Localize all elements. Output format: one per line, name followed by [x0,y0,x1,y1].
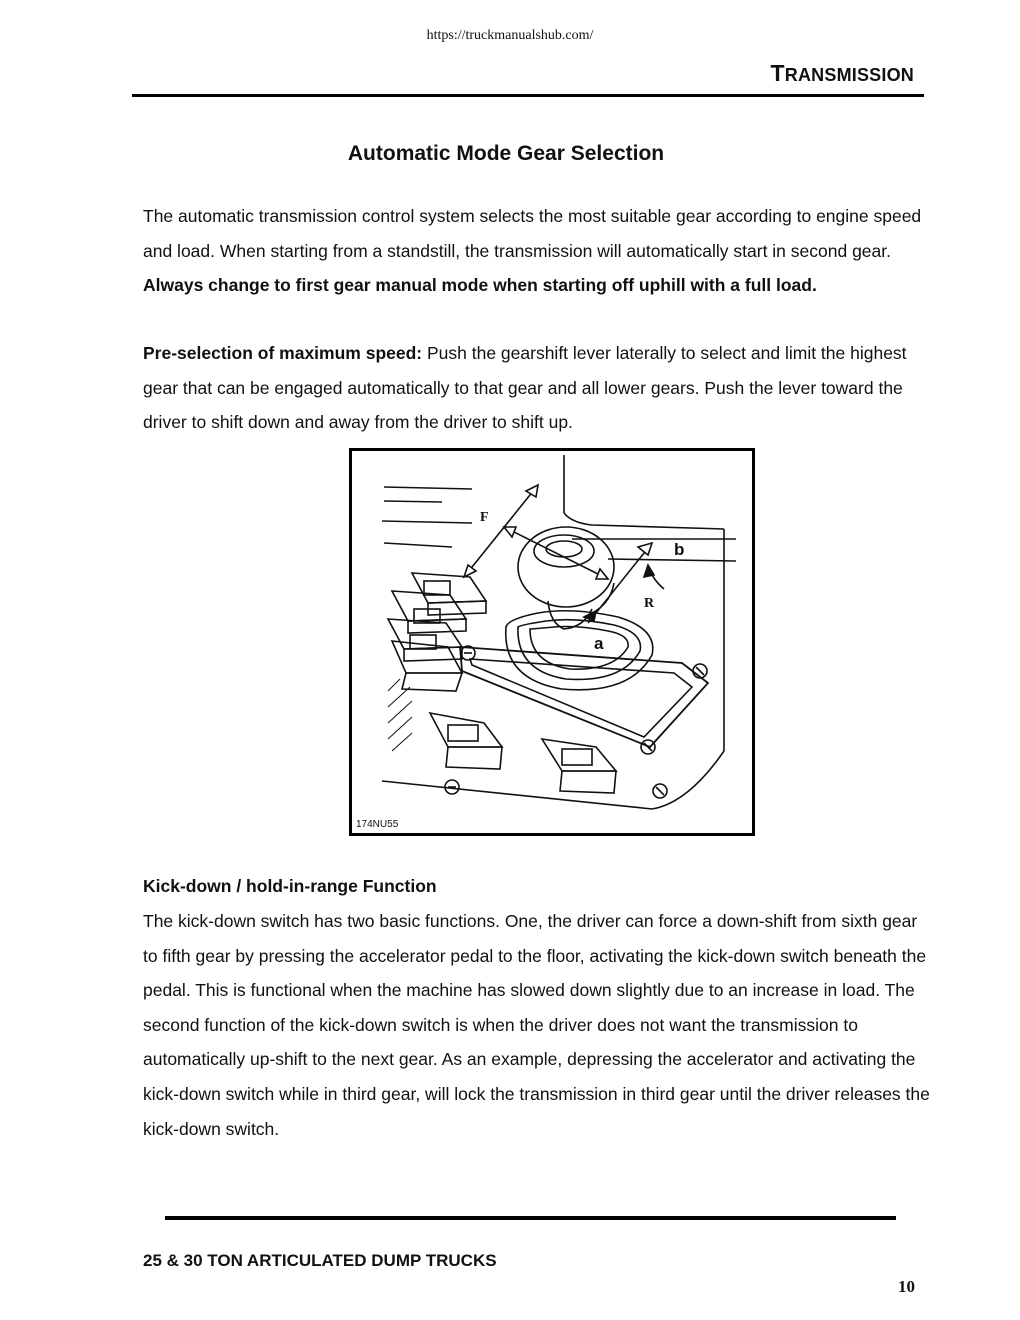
page-number: 10 [898,1277,915,1296]
gearshift-illustration [352,451,752,833]
gearshift-lever-figure [349,448,755,836]
section-title-initial: T [770,60,785,86]
page-heading: Automatic Mode Gear Selection [347,142,665,165]
intro-text: The automatic transmission control system selects the most suitable gear according to engine speed and load. When starting from a standstill, the transmission will automatically start in second gear. [143,206,922,261]
kickdown-heading: Kick-down / hold-in-range Function [143,876,437,896]
preselection-text: Push the gearshift lever laterally to select and limit the highest gear that can be engaged automatically to that gear and all lower gears. Push the lever toward the driver to shift down and away from the driver to shift up. [143,343,907,433]
preselection-paragraph [143,336,933,440]
preselection-label: Pre-selection of maximum speed: [143,343,423,363]
section-title-rest: RANSMISSION [784,65,914,85]
intro-paragraph [143,199,933,303]
header-rule [132,94,924,97]
label-a: a [594,634,604,653]
intro-warning: Always change to first gear manual mode when starting off uphill with a full load. [143,275,817,296]
section-title [771,60,914,87]
figure-code: 174NU55 [356,819,399,830]
label-r: R [644,596,655,611]
label-f: F [480,510,489,525]
switch-bank-lower [430,713,616,793]
label-b: b [674,540,685,559]
kickdown-paragraph: The kick-down switch has two basic functions. One, the driver can force a down-shift from sixth gear to fifth gear by pressing the accelerator pedal to the floor, activating the kick-down switch beneath the pedal. This is functional when the machine has slowed down slightly due to an increase in load. The second function of the kick-down switch is when the driver does not want the transmission to automatically up-shift to the next gear. As an example, depressing the accelerator and activating the kick-down switch while in third gear, will lock the transmission in third gear until the driver releases the kick-down switch. [143,911,930,1139]
source-url: https://truckmanualshub.com/ [426,28,594,43]
switch-bank-left [388,573,486,691]
footer-title: 25 & 30 TON ARTICULATED DUMP TRUCKS [143,1251,497,1270]
footer-rule [165,1216,896,1220]
